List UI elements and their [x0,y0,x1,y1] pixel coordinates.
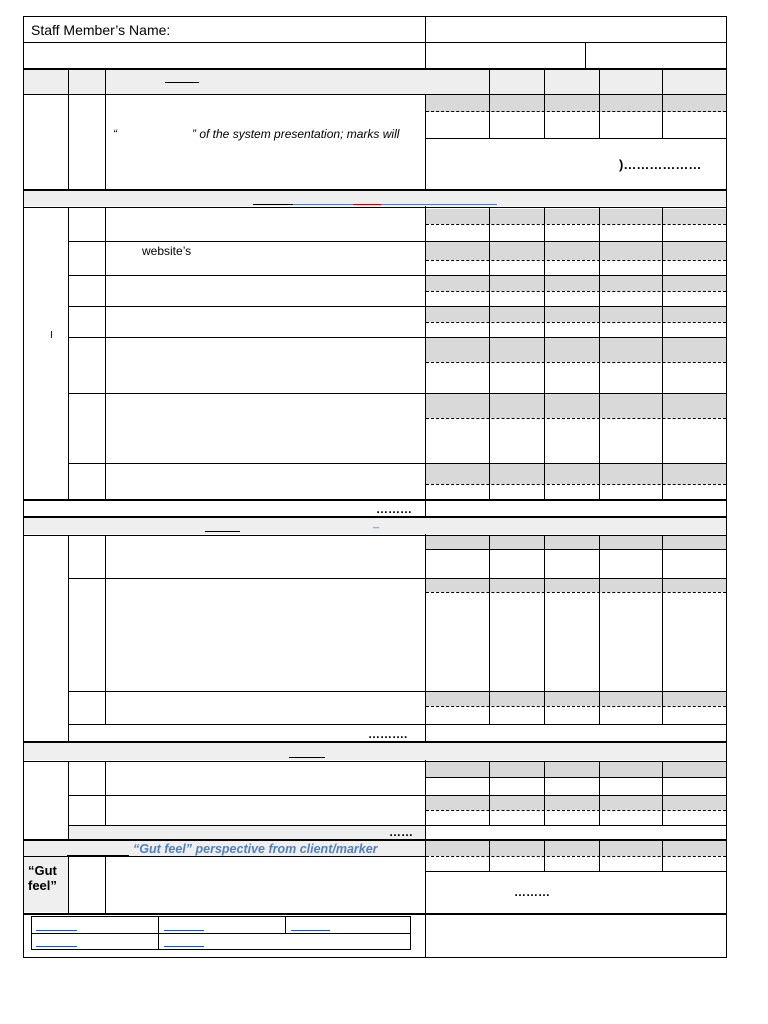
grid-column-line [544,841,545,871]
section3-subtotal-dots[interactable]: ………. [368,727,408,741]
bottom-link-5[interactable] [164,946,204,947]
grid-column-line [599,761,600,825]
section1-score-dots[interactable]: )……………… [619,157,702,172]
section2-heading-underline-black [253,204,293,205]
section2-heading-underline-blue [293,204,353,205]
column-divider [105,761,106,825]
grid-shaded-cell [426,95,726,112]
column-divider [105,535,106,724]
column-divider [68,761,69,839]
grid-column-line [489,841,490,871]
row-divider [426,138,726,139]
column-divider [68,68,69,190]
column-divider [425,16,426,957]
grid-column-line [489,68,490,138]
section2-heading-underline-blue2 [381,204,497,205]
row-divider [426,871,726,872]
grid-dashed-line [426,484,726,485]
gut-feel-heading: “Gut feel” perspective from client/marker [133,842,378,856]
grid-dashed-line [426,856,726,857]
grid-column-line [662,207,663,499]
grid-column-line [544,535,545,724]
bottom-link-2[interactable] [164,930,204,931]
grid-column-line [599,535,600,724]
grid-column-line [489,535,490,724]
grid-column-line [662,535,663,724]
grid-dashed-line [426,111,726,112]
grid-shaded-cell [426,338,726,362]
grid-shaded-cell [426,307,726,322]
bottom-link-4[interactable] [36,946,77,947]
grid-column-line [544,207,545,499]
row-divider [68,724,727,725]
header-underline [165,82,199,83]
grid-dashed-line [426,592,726,593]
grid-dashed-line [426,810,726,811]
column-divider [105,207,106,499]
bottom-table-row-line [31,933,411,934]
grid-shaded-cell [426,209,726,224]
grid-column-line [662,68,663,138]
header-field-left[interactable] [426,43,584,68]
bottom-table-column-line [285,916,286,933]
staff-name-field[interactable] [426,17,726,42]
section5-heading-underline [67,855,129,856]
row-divider [23,499,727,501]
grid-dashed-line [426,362,726,363]
grid-column-line [599,841,600,871]
grid-shaded-cell [426,242,726,260]
grid-shaded-cell [426,464,726,484]
grid-line [426,777,726,778]
grid-shaded-cell [426,692,726,706]
grid-column-line [544,68,545,138]
bottom-link-1[interactable] [36,930,77,931]
grid-shaded-cell [426,579,726,592]
gut-feel-comment-field[interactable] [106,857,424,912]
grid-shaded-cell [426,394,726,418]
grid-column-line [599,68,600,138]
section4-subtotal-band [69,826,425,839]
column-divider [68,535,69,741]
grid-column-line [489,207,490,499]
row-divider [23,68,727,70]
grid-dashed-line [426,706,726,707]
grid-shaded-cell [426,841,726,856]
grid-shaded-cell [426,762,726,777]
section4-heading-band [24,743,726,760]
grid-shaded-cell [426,796,726,810]
section4-subtotal-dots[interactable]: …… [389,825,413,839]
grid-dashed-line [426,260,726,261]
presentation-text: ” of the system presentation; marks will [192,127,400,141]
grid-column-line [544,761,545,825]
grid-column-line [599,207,600,499]
header-field-right[interactable] [586,43,726,68]
grid-dashed-line [426,418,726,419]
gut-feel-row-label: “Gut feel” [28,863,57,893]
grid-column-line [662,841,663,871]
section3-link-mark[interactable]: _ [373,517,380,529]
section2-side-mark: I [50,330,53,341]
column-divider [105,68,106,190]
staff-name-label: Staff Member’s Name: [31,22,171,38]
bottom-table-column-line [158,916,159,950]
grid-column-line [662,761,663,825]
column-divider [68,207,69,499]
section4-heading-underline [289,757,325,758]
presentation-open-quote: “ [113,127,117,141]
website-text: website’s [142,244,192,258]
grid-shaded-cell [426,536,726,549]
grid-shaded-cell [426,276,726,291]
grid-dashed-line [426,322,726,323]
grid-column-line [489,761,490,825]
section2-heading-underline-red [353,204,381,205]
bottom-link-3[interactable] [291,930,330,931]
column-divider [105,856,106,913]
grid-dashed-line [426,291,726,292]
column-divider [68,856,69,913]
section2-subtotal-dots[interactable]: ……… [376,502,412,516]
grid-dashed-line [426,224,726,225]
section3-heading-underline [205,531,240,532]
grid-line [426,549,726,550]
row-divider [23,913,727,915]
section5-score-dots[interactable]: ……… [514,885,550,899]
column-header-row [24,69,726,94]
row-divider [23,207,727,208]
